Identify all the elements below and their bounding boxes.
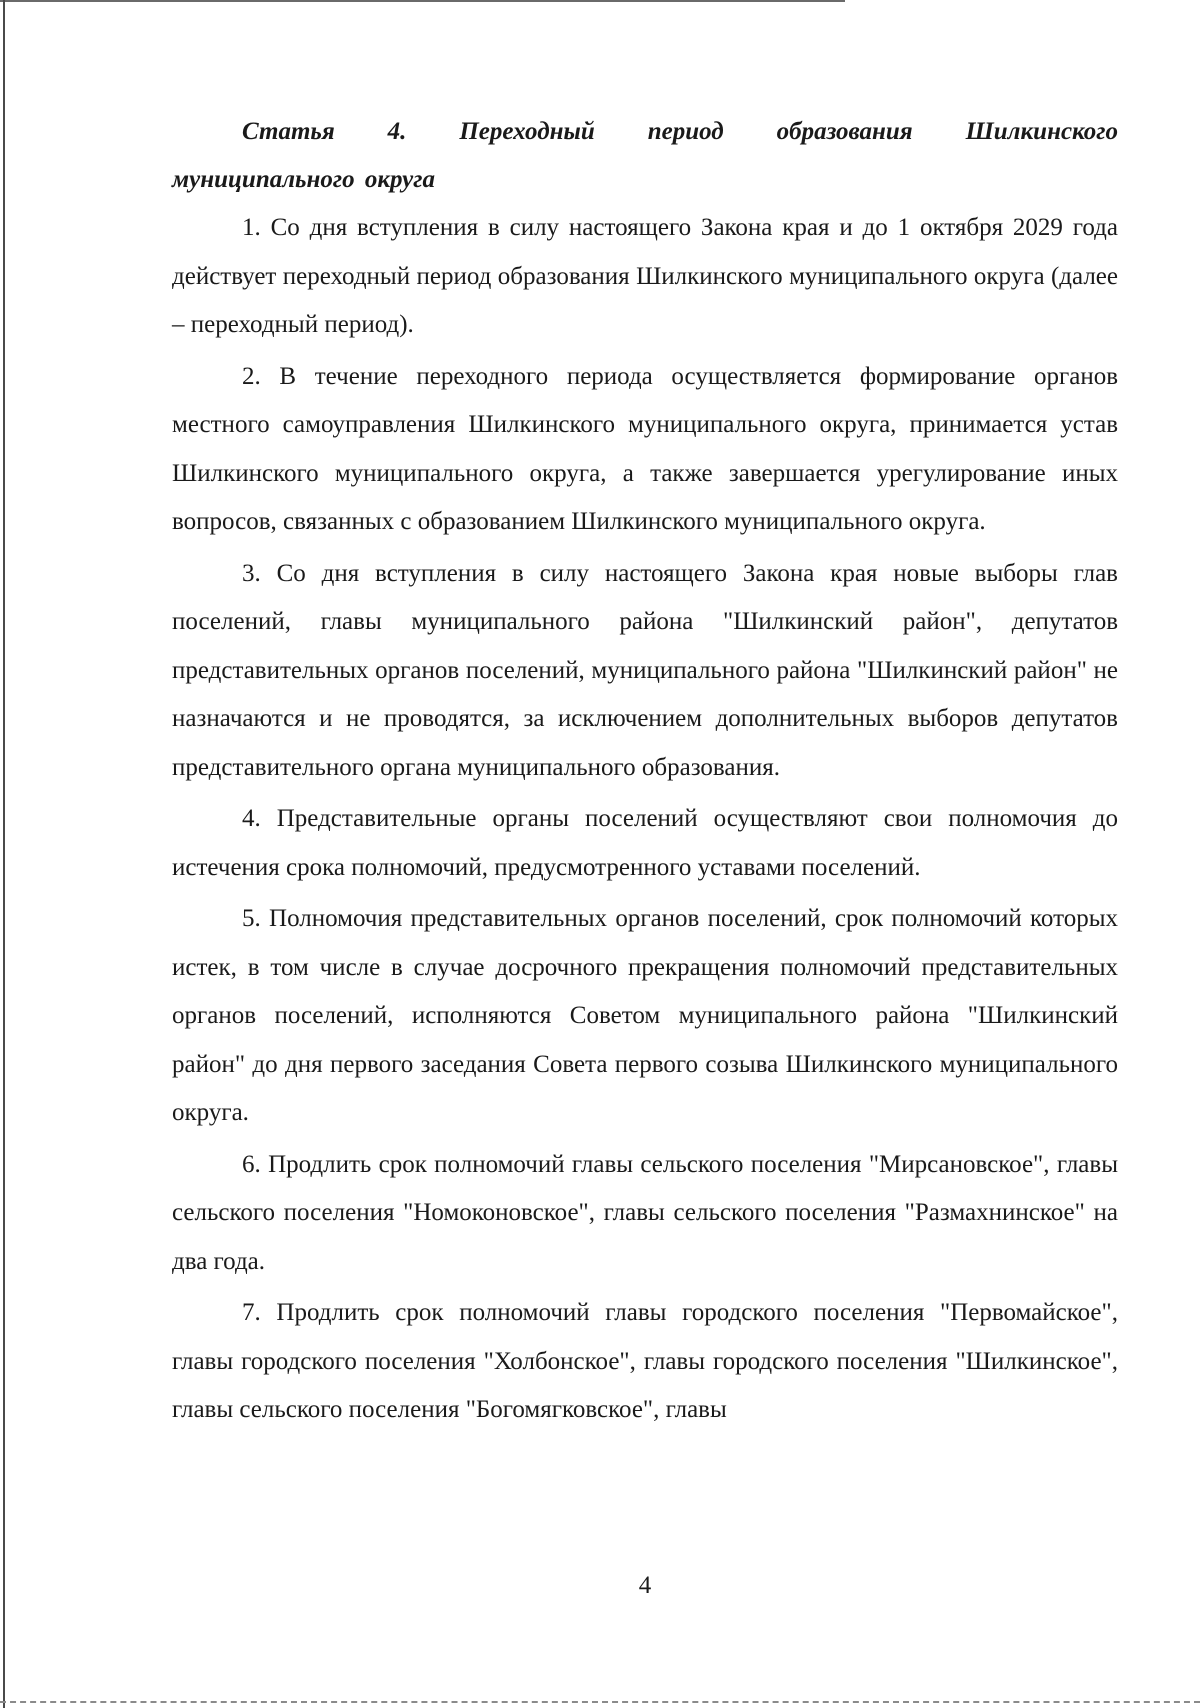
paragraph-6: 6. Продлить срок полномочий главы сельского поселения "Мирсановское", главы сельского поселения "Номоконовское", главы сельского поселения "Размахнинское" на два года. bbox=[172, 1150, 1118, 1275]
scan-edge-top bbox=[0, 0, 845, 2]
scan-edge-bottom bbox=[0, 1701, 1200, 1703]
paragraph-3: 3. Со дня вступления в силу настоящего Закона края новые выборы глав поселений, главы муниципального района "Шилкинский район", депутатов представительных органов поселений, муниципального района "Шилкинский район" не назначаются и не проводятся, за исключением дополнительных выборов депутатов представительного органа муниципального образования. bbox=[172, 559, 1118, 781]
article-heading bbox=[172, 108, 1118, 204]
document-body bbox=[172, 108, 1118, 1438]
article-heading-line-2: муниципального округа bbox=[172, 166, 435, 193]
page-number: 4 bbox=[638, 1572, 652, 1599]
paragraph-2: 2. В течение переходного периода осуществляется формирование органов местного самоуправления Шилкинского муниципального округа, принимается устав Шилкинского муниципального округа, а также завершается урегулирование иных вопросов, связанных с образованием Шилкинского муниципального округа. bbox=[172, 362, 1118, 535]
paragraph-7: 7. Продлить срок полномочий главы городского поселения "Первомайское", главы городского поселения "Холбонское", главы городского поселения "Шилкинское", главы сельского поселения "Богомягковское", главы bbox=[172, 1299, 1118, 1423]
paragraph-1: 1. Со дня вступления в силу настоящего Закона края и до 1 октября 2029 года действует переходный период образования Шилкинского муниципального округа (далее – переходный период). bbox=[172, 214, 1118, 338]
article-heading-line-1: Статья 4. Переходный период образования Шилкинского bbox=[242, 118, 1118, 145]
paragraph-5: 5. Полномочия представительных органов поселений, срок полномочий которых истек, в том числе в случае досрочного прекращения полномочий представительных органов поселений, исполняются Советом муниципального района "Шилкинский район" до дня первого заседания Совета первого созыва Шилкинского муниципального округа. bbox=[172, 905, 1118, 1126]
paragraph-4: 4. Представительные органы поселений осуществляют свои полномочия до истечения срока полномочий, предусмотренного уставами поселений. bbox=[172, 805, 1118, 881]
scan-edge-left bbox=[3, 0, 5, 1708]
